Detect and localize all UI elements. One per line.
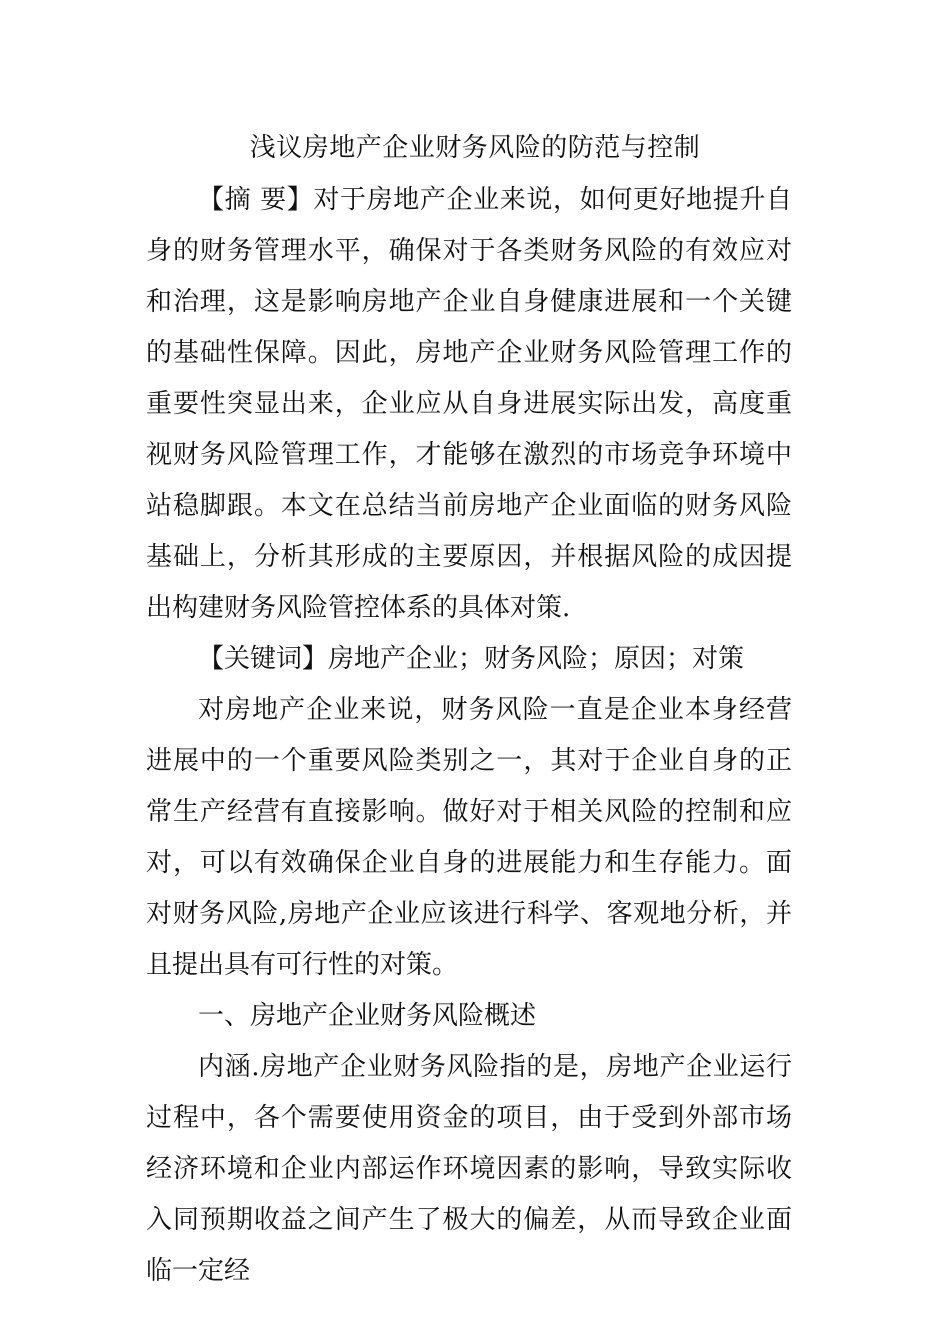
document-body xyxy=(146,175,792,1297)
section-heading: 一、房地产企业财务风险概述 xyxy=(198,1001,537,1031)
abstract-paragraph: 【摘 要】对于房地产企业来说，如何更好地提升自身的财务管理水平，确保对于各类财务风险的有效应对和治理，这是影响房地产企业自身健康进展和一个关键的基础性保障。因此，房地产企业财务风险管理工作的重要性突显出来，企业应从自身进展实际出发，高度重视财务风险管理工作，才能够在激烈的市场竞争环境中站稳脚跟。本文在总结当前房地产企业面临的财务风险基础上，分析其形成的主要原因，并根据风险的成因提出构建财务风险管控体系的具体对策. xyxy=(146,185,792,623)
section-paragraph: 内涵.房地产企业财务风险指的是，房地产企业运行过程中，各个需要使用资金的项目，由于受到外部市场经济环境和企业内部运作环境因素的影响，导致实际收入同预期收益之间产生了极大的偏差，从而导致企业面临一定经 xyxy=(146,1052,792,1286)
document-title: 浅议房地产企业财务风险的防范与控制 xyxy=(249,133,701,163)
keywords-paragraph: 【关键词】房地产企业；财务风险；原因；对策 xyxy=(198,644,745,674)
intro-paragraph: 对房地产企业来说，财务风险一直是企业本身经营进展中的一个重要风险类别之一，其对于企业自身的正常生产经营有直接影响。做好对于相关风险的控制和应对，可以有效确保企业自身的进展能力和生存能力。面对财务风险,房地产企业应该进行科学、客观地分析，并且提出具有可行性的对策。 xyxy=(146,695,792,980)
